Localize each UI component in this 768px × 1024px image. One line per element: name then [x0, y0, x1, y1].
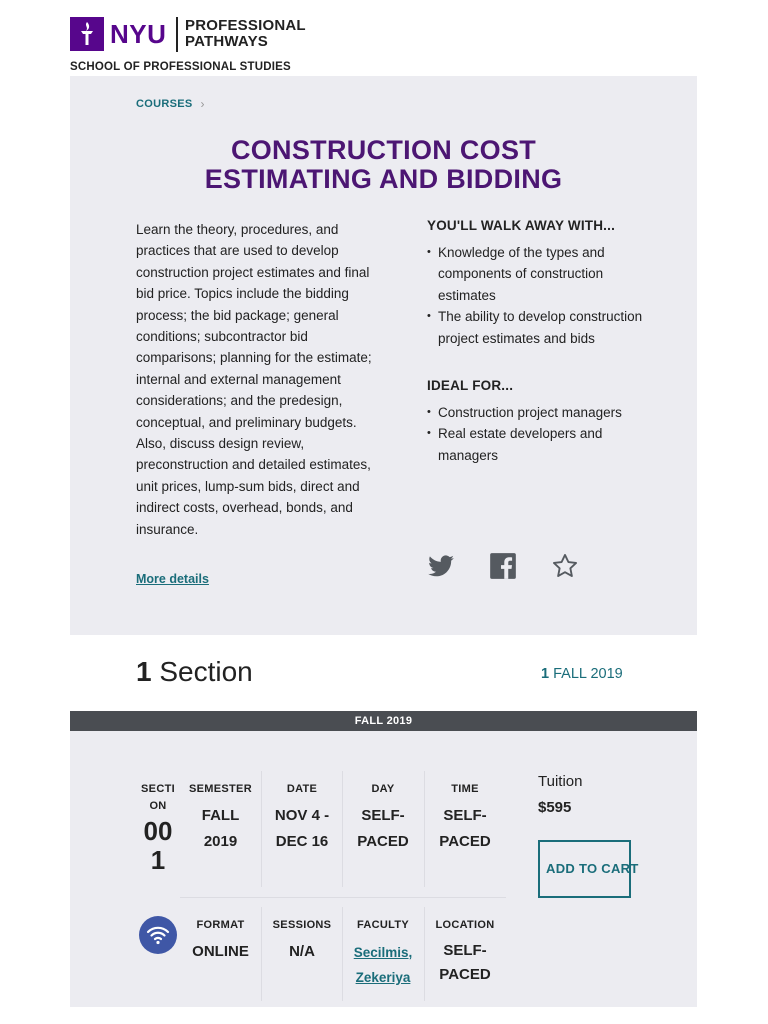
- date-cell: [263, 781, 341, 855]
- format-value: ONLINE: [192, 943, 249, 960]
- course-highlights: [427, 217, 647, 466]
- course-title-line2: ESTIMATING AND BIDDING: [204, 164, 563, 194]
- site-header: [70, 0, 697, 76]
- divider: [424, 771, 425, 887]
- day-value: SELF-PACED: [357, 807, 409, 850]
- walk-away-list: [427, 242, 647, 349]
- breadcrumb-courses-link[interactable]: COURSES: [136, 98, 193, 110]
- time-cell: [426, 781, 504, 855]
- program-name-line2: PATHWAYS: [185, 33, 269, 50]
- walk-away-heading: YOU'LL WALK AWAY WITH...: [427, 218, 616, 233]
- day-cell: [344, 781, 422, 855]
- torch-icon: [76, 21, 98, 47]
- program-name[interactable]: [185, 18, 306, 50]
- chevron-right-icon: ›: [200, 97, 205, 111]
- tuition-label: Tuition: [538, 773, 583, 790]
- ideal-for-heading: IDEAL FOR...: [427, 378, 514, 394]
- term-count: 1: [541, 666, 550, 682]
- star-icon[interactable]: [551, 552, 579, 580]
- location-cell: [426, 917, 504, 987]
- date-value: NOV 4 - DEC 16: [274, 807, 330, 850]
- time-label: TIME: [451, 783, 479, 795]
- format-cell: [182, 917, 259, 965]
- course-title-line1: CONSTRUCTION COST: [230, 135, 537, 165]
- wifi-icon: [139, 916, 177, 954]
- course-description: Learn the theory, procedures, and practices that are used to develop construction project estimates and final bid price. Topics include the bidding process; the bid package; general conditions; subcontractor bid comparisons; planning for the estimate; internal and external management considerations; and the predesign, conceptual, and preliminary budgets. Also, discuss design review, preconstruction and detailed estimates, unit prices, lump-sum bids, direct and indirect costs, overhead, bonds, and insurance.: [136, 222, 372, 537]
- location-label: LOCATION: [435, 919, 495, 931]
- sessions-label: SESSIONS: [272, 919, 332, 931]
- semester-value: FALL 2019: [201, 807, 240, 850]
- semester-label: SEMESTER: [189, 783, 252, 795]
- list-item: • Knowledge of the types and components of construction estimates: [427, 242, 647, 306]
- ideal-for-list: [427, 402, 647, 466]
- section-label: SECTION: [141, 783, 175, 812]
- section-count-label: Section: [159, 656, 253, 687]
- section-number: 001: [143, 816, 173, 875]
- location-value: SELF-PACED: [439, 942, 491, 983]
- term-label: FALL 2019: [553, 666, 623, 682]
- day-label: DAY: [371, 783, 395, 795]
- time-value: SELF-PACED: [439, 807, 491, 850]
- sessions-cell: [263, 917, 341, 965]
- divider: [261, 771, 262, 887]
- faculty-name-line2[interactable]: Zekeriya: [355, 970, 411, 985]
- list-item: • The ability to develop construction project estimates and bids: [427, 306, 647, 349]
- divider: [342, 907, 343, 1001]
- add-to-cart-button[interactable]: ADD TO CART: [538, 840, 631, 898]
- logo-divider: [176, 17, 178, 52]
- term-bar: FALL 2019: [70, 711, 697, 731]
- school-name: SCHOOL OF PROFESSIONAL STUDIES: [70, 61, 291, 73]
- format-label: FORMAT: [196, 919, 245, 931]
- divider: [424, 907, 425, 1001]
- faculty-link[interactable]: [344, 940, 422, 990]
- section-card: [70, 731, 697, 1007]
- faculty-cell: [344, 917, 422, 990]
- breadcrumb: [136, 97, 205, 111]
- faculty-name-line1[interactable]: Secilmis,: [353, 945, 413, 960]
- sessions-value: N/A: [289, 943, 315, 960]
- term-filter[interactable]: [541, 666, 623, 682]
- divider: [342, 771, 343, 887]
- divider: [180, 897, 506, 898]
- list-item: • Construction project managers: [427, 402, 647, 423]
- list-item: • Real estate developers and managers: [427, 423, 647, 466]
- course-overview: [70, 76, 697, 635]
- semester-cell: [182, 781, 259, 855]
- date-label: DATE: [286, 783, 318, 795]
- share-icons: [427, 552, 579, 580]
- section-count-number: 1: [136, 656, 152, 687]
- facebook-icon[interactable]: [489, 552, 517, 580]
- program-name-line1: PROFESSIONAL: [185, 17, 306, 34]
- nyu-wordmark[interactable]: NYU: [110, 19, 167, 49]
- course-title: [70, 136, 697, 194]
- divider: [261, 907, 262, 1001]
- section-number-cell: [138, 781, 178, 875]
- tuition-price: $595: [538, 799, 572, 816]
- more-details-link[interactable]: More details: [136, 572, 209, 586]
- faculty-label: FACULTY: [356, 919, 409, 931]
- twitter-icon[interactable]: [427, 552, 455, 580]
- nyu-torch-logo[interactable]: [70, 17, 104, 51]
- section-count: [136, 656, 253, 688]
